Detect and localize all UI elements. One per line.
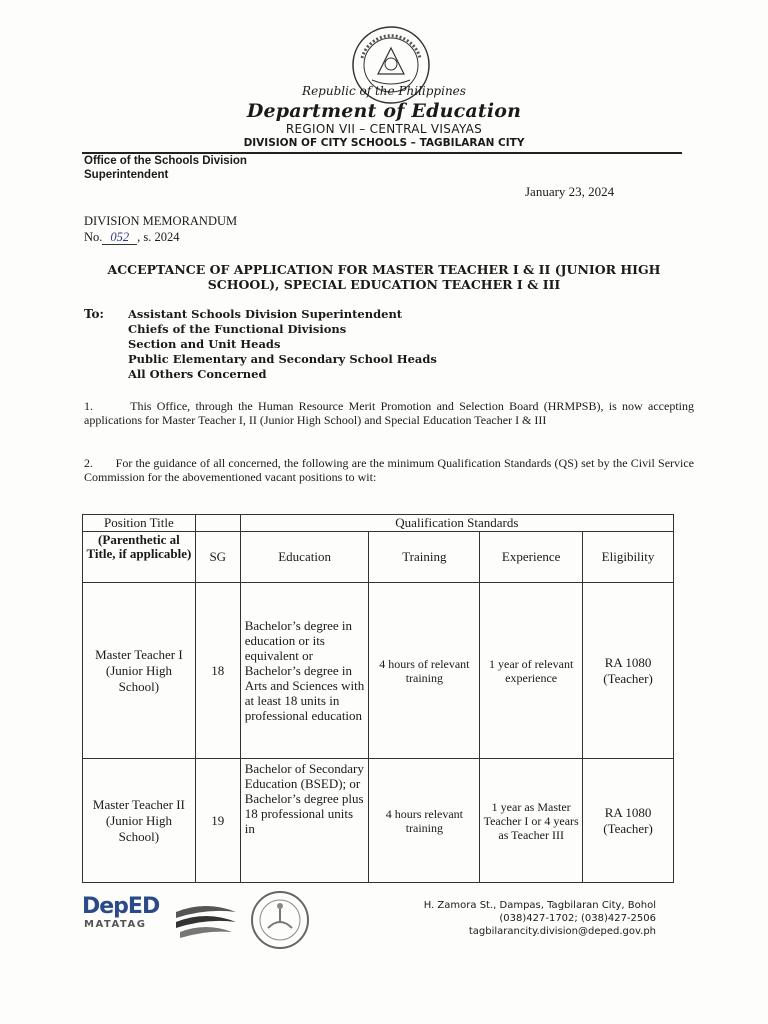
recipient-item: Section and Unit Heads [128,337,281,351]
education-cell: Bachelor of Secondary Education (BSED); or Bachelor’s degree plus 18 professional units in [240,759,369,883]
table-row [83,583,674,759]
subject-line-2: SCHOOL), SPECIAL EDUCATION TEACHER I & III [207,277,561,292]
department-title: Department of Education [246,100,522,122]
education-header: Education [240,532,369,583]
position-cell: Master Teacher I (Junior High School) [83,583,196,759]
recipient-item: Assistant Schools Division Superintendent [128,307,403,321]
position-title-header [83,515,196,583]
office-line-1: Office of the Schools Division [84,155,247,167]
eligibility-cell: RA 1080 (Teacher) [583,583,674,759]
region-label: REGION VII – CENTRAL VISAYAS [285,122,483,136]
memo-subject [84,262,684,292]
division-seal-icon [246,890,314,950]
sg-header: SG [195,532,240,583]
qualification-standards-header: Qualification Standards [240,515,673,532]
division-label: DIVISION OF CITY SCHOOLS – TAGBILARAN CITY [243,137,525,149]
experience-cell: 1 year of relevant experience [480,583,583,759]
subject-line-1: ACCEPTANCE OF APPLICATION FOR MASTER TEACHER I & II (JUNIOR HIGH [107,262,661,277]
email-link[interactable]: tagbilarancity.division@deped.gov.ph [468,926,656,937]
paragraph-1-text: This Office, through the Human Resource Merit Promotion and Selection Board (HRMPSB), is now accepting applications for Master Teacher I, II (Junior High School) and Special Education Teacher I & III [84,399,694,427]
republic-label: Republic of the Philippines [302,84,466,98]
position-title-label: Position Title [83,515,195,532]
eligibility-header: Eligibility [583,532,674,583]
table-row [83,759,674,883]
paragraph-1 [84,399,694,427]
position-cell: Master Teacher II (Junior High School) [83,759,196,883]
office-label [84,154,247,182]
address-text: H. Zamora St., Dampas, Tagbilaran City, Bohol [423,900,656,911]
qualification-standards-table [82,514,674,883]
table-header-row [83,515,674,532]
paragraph-2-number: 2. [84,456,93,470]
deped-matatag-logo [82,895,160,943]
bagong-pilipinas-logo-icon [170,898,242,944]
paragraph-2-text: For the guidance of all concerned, the following are the minimum Qualification Standards (QS) set by the Civil Service Commission for the abovementioned vacant positions to wit: [84,456,695,484]
paragraph-2 [84,456,694,484]
sg-cell: 19 [195,759,240,883]
training-cell: 4 hours of relevant training [369,583,480,759]
recipient-item: All Others Concerned [128,367,267,381]
phone-text: (038)427-1702; (038)427-2506 [499,913,656,924]
training-cell: 4 hours relevant training [369,759,480,883]
sg-header-top [195,515,240,532]
recipient-item: Public Elementary and Secondary School Heads [128,352,437,366]
recipient-item: Chiefs of the Functional Divisions [128,322,347,336]
memo-number-block [84,213,237,245]
memo-series: , s. 2024 [137,230,180,244]
memo-number: 052 [102,230,137,245]
deped-logo-text: DepED [82,894,160,919]
experience-header: Experience [480,532,583,583]
office-line-2: Superintendent [84,169,169,181]
training-header: Training [369,532,480,583]
memo-date: January 23, 2024 [525,184,615,199]
parenthetical-title-label: (Parenthetic al Title, if applicable) [86,532,192,561]
recipient-list [128,307,437,382]
experience-cell: 1 year as Master Teacher I or 4 years as Teacher III [480,759,583,883]
contact-block [400,899,656,938]
eligibility-cell: RA 1080 (Teacher) [583,759,674,883]
memo-number-line [84,229,237,245]
paragraph-1-number: 1. [84,399,93,413]
to-label: To: [84,307,104,321]
memo-no-prefix: No. [84,230,103,244]
matatag-logo-text: MATATAG [84,919,147,930]
sg-cell: 18 [195,583,240,759]
education-cell: Bachelor’s degree in education or its equivalent or Bachelor’s degree in Arts and Sciences with at least 18 units in professional education [240,583,369,759]
memo-label: DIVISION MEMORANDUM [84,214,238,228]
